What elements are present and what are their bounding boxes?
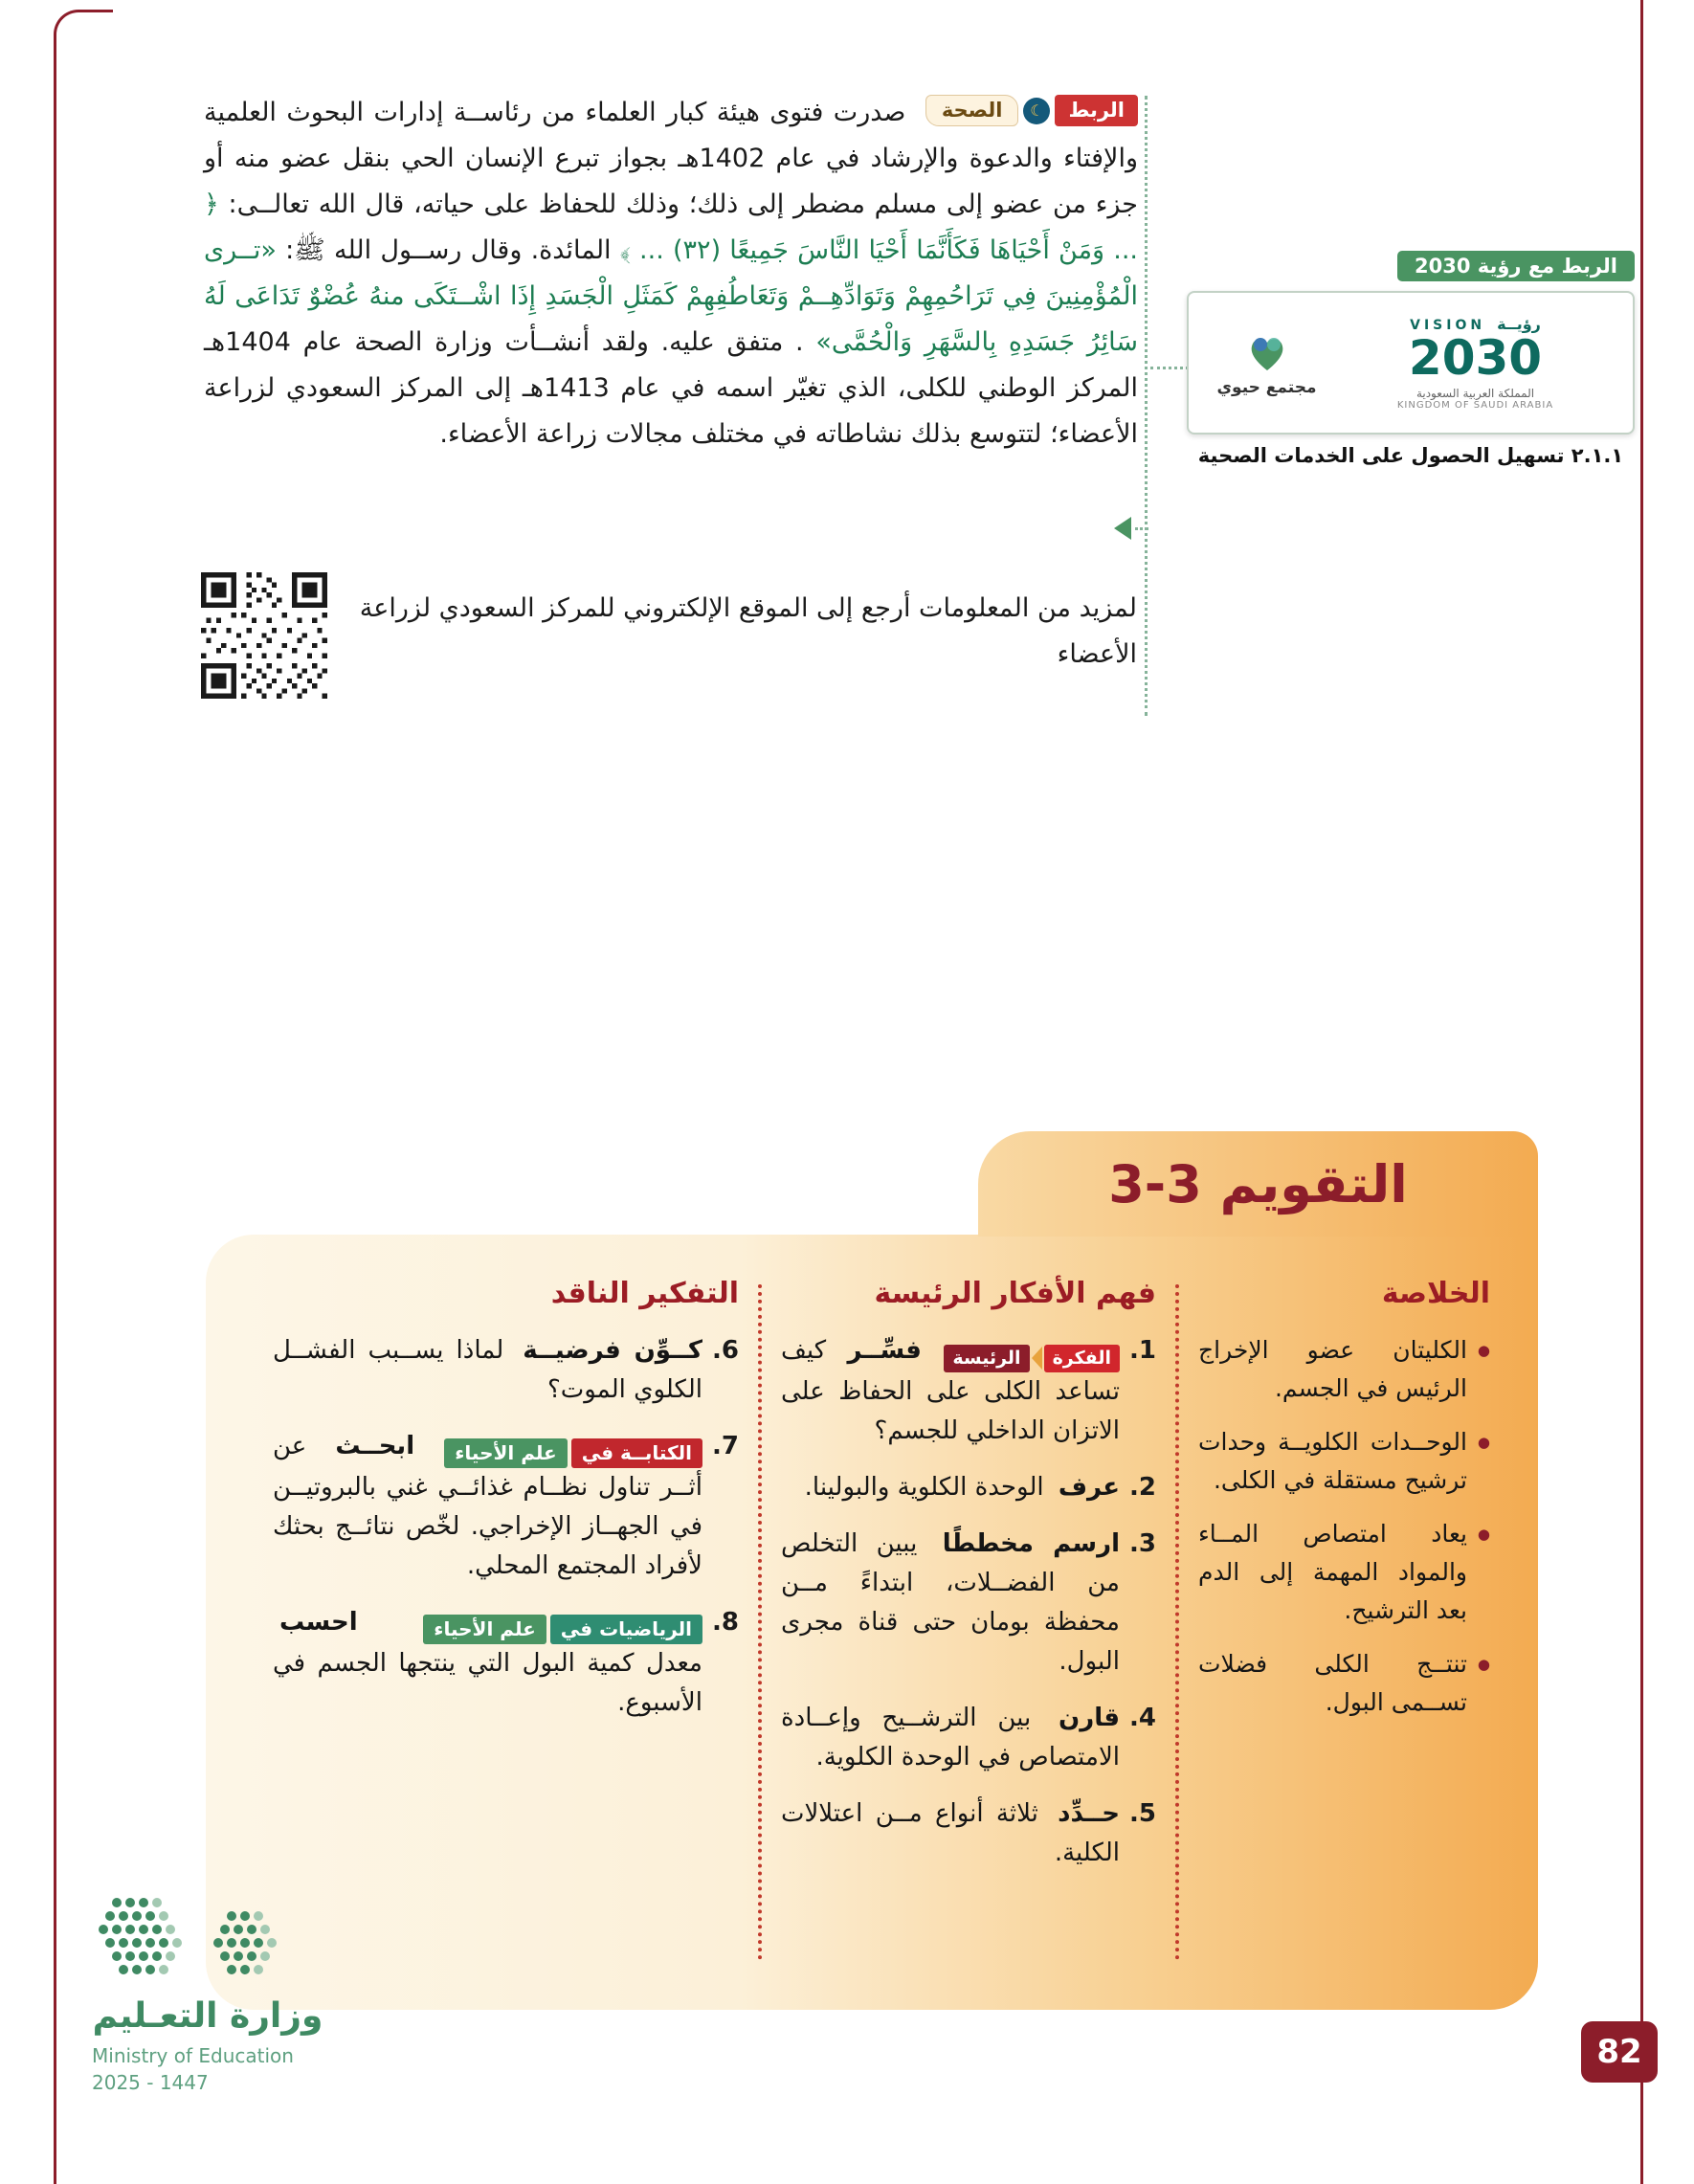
column-separator	[758, 1284, 762, 1960]
critical-thinking-column	[248, 1277, 739, 1975]
kingdom-name-en: KINGDOM OF SAUDI ARABIA	[1396, 399, 1554, 411]
math-in-biology-badge: الرياضيات في علم الأحياء	[423, 1615, 702, 1644]
page-border-right	[1640, 0, 1643, 2184]
chevron-icon	[1032, 1347, 1042, 1370]
question-item: 5. حــدِّد ثلاثة أنواع مــن اعتلالات الكلية.	[781, 1798, 1156, 1867]
summary-bullet: ● الكليتان عضو الإخراج الرئيس في الجسم.	[1198, 1331, 1490, 1408]
quran-verse: ﴿ ... وَمَنْ أَحْيَاهَا فَكَأَنَّمَا أَحْيَا النَّاسَ جَمِيعًا (٣٢) ... ﴾	[204, 189, 1139, 265]
vision-link-label: الربط مع رؤية 2030	[1397, 251, 1635, 281]
main-idea-badge: الفكرة الرئيسة	[944, 1345, 1120, 1372]
question-item: 4. قارن بين الترشــيح وإعــادة الامتصاص في الوحدة الكلوية.	[781, 1703, 1156, 1772]
crescent-icon: ☾	[1023, 98, 1050, 124]
vision-card	[1187, 291, 1635, 435]
bullet-icon: ●	[1477, 1434, 1490, 1451]
qr-caption: لمزيد من المعلومات أرجع إلى الموقع الإلكتروني للمركز السعودي لزراعة الأعضاء	[359, 593, 1137, 669]
vision-2030-logo	[1331, 315, 1619, 411]
vision-2030-box	[1187, 251, 1635, 467]
hadith-intro: وقال رســول الله ﷺ:	[276, 235, 523, 265]
assessment-tab	[978, 1131, 1538, 1237]
article-rest-text: ولقد أنشــأت وزارة الصحة عام 1404هـ المركز الوطني للكلى، الذي تغيّر اسمه في عام 1413هـ إلى المركز السعودي لزراعة الأعضاء؛ لتتوسع بذلك نشاطاته في مختلف مجالات زراعة الأعضاء.	[204, 327, 1138, 449]
vibrant-society-logo	[1202, 328, 1331, 397]
ministry-name-ar: وزارة التعـليم	[92, 1996, 323, 2036]
link-health-badge	[925, 95, 1138, 126]
question-item: 1. الفكرة الرئيسة فسِّــر كيف تساعد الكلى على الحفاظ على الاتزان الداخلي للجسم؟	[781, 1336, 1156, 1445]
kingdom-name-ar: المملكة العربية السعودية	[1415, 386, 1535, 400]
critical-thinking-heading: التفكير الناقد	[550, 1277, 739, 1310]
question-item: 3. ارسم مخططًا يبين التخلص من الفضــلات، ابتداءً مــن محفظة بومان حتى قناة مجرى البول.	[781, 1528, 1156, 1676]
summary-heading: الخلاصة	[1381, 1277, 1490, 1310]
hadith-source: . متفق عليه.	[648, 327, 804, 357]
summary-bullet: ● يعاد امتصاص المــاء والمواد المهمة إلى الدم بعد الترشيح.	[1198, 1515, 1490, 1630]
margin-dotted-line	[1145, 96, 1148, 716]
health-tab-badge: الصحة	[925, 95, 1019, 126]
vision-connector-line	[1150, 367, 1189, 369]
writing-in-biology-badge: الكتابــة في علم الأحياء	[444, 1438, 702, 1468]
summary-column	[1198, 1277, 1490, 1975]
main-ideas-column	[781, 1277, 1156, 1975]
connector-arrow-icon	[1114, 517, 1131, 540]
ministry-logo-icon	[84, 1893, 323, 1993]
qr-code	[201, 572, 327, 699]
link-badge: الربط	[1055, 95, 1138, 126]
question-item: 2. عرف الوحدة الكلوية والبولينا.	[804, 1472, 1156, 1502]
main-ideas-heading: فهم الأفكار الرئيسة	[874, 1277, 1156, 1310]
question-item: 7. الكتابــة في علم الأحياء ابحــث عن أثــر تناول نظــام غذائــي غني بالبروتيــن في الجهــاز الإخراجي. لخّص نتائــج بحثك لأفراد المجتمع المحلي.	[273, 1432, 739, 1580]
summary-bullet: ● الوحــدات الكلويــة وحدات ترشيح مستقلة في الكلى.	[1198, 1423, 1490, 1500]
heart-icon	[1242, 328, 1292, 374]
column-separator	[1175, 1284, 1179, 1960]
ministry-name-en: Ministry of Education	[92, 2044, 294, 2067]
health-link-article	[204, 90, 1138, 457]
vision-en-text: VISION	[1410, 318, 1486, 334]
vision-year: 2030	[1408, 330, 1543, 387]
assessment-title: التقويم 3-3	[1108, 1153, 1408, 1215]
vision-caption: ٢.١.١ تسهيل الحصول على الخدمات الصحية	[1197, 444, 1624, 467]
article-intro-text: صدرت فتوى هيئة كبار العلماء من رئاســة إدارات البحوث العلمية والإفتاء والدعوة والإرشاد في عام 1402هـ بجواز تبرع الإنسان الحي بنقل عضو منه أو جزء من عضو إلى مسلم مضطر إلى ذلك؛ وذلك للحفاظ على حياته، قال الله تعالــى:	[204, 98, 1138, 219]
bullet-icon: ●	[1477, 1656, 1490, 1673]
assessment-panel	[206, 1235, 1538, 2010]
bullet-icon: ●	[1477, 1342, 1490, 1359]
vibrant-society-label: مجتمع حيوي	[1216, 378, 1317, 397]
edition-years: 2025 - 1447	[92, 2071, 209, 2094]
bullet-icon: ●	[1477, 1526, 1490, 1543]
hadith-text: «تــرى الْمُؤْمِنِينَ فِي تَرَاحُمِهِمْ وَتَوَادِّهِــمْ وَتَعَاطُفِهِمْ كَمَثَلِ الْجَسَدِ إِذَا اشْــتَكَى منهُ عُضْوٌ تَدَاعَى لَهُ سَائِرُ جَسَدِهِ بِالسَّهَرِ وَالْحُمَّى»	[204, 235, 1138, 357]
page-number-badge: 82	[1581, 2021, 1658, 2083]
question-item: 6. كــوِّن فرضيــة لماذا يســبب الفشــل الكلوي الموت؟	[273, 1336, 739, 1404]
arrow-connector-line	[1135, 527, 1148, 530]
vision-ar-text: رؤيــة	[1497, 315, 1541, 334]
summary-bullet: ● تنتــج الكلى فضلات تســمى البول.	[1198, 1645, 1490, 1722]
page-border-left	[54, 10, 113, 2184]
question-item: 8. الرياضيات في علم الأحياء احسب معدل كمية البول التي ينتجها الجسم في الأسبوع.	[273, 1608, 739, 1717]
verse-source: المائدة.	[522, 235, 612, 265]
